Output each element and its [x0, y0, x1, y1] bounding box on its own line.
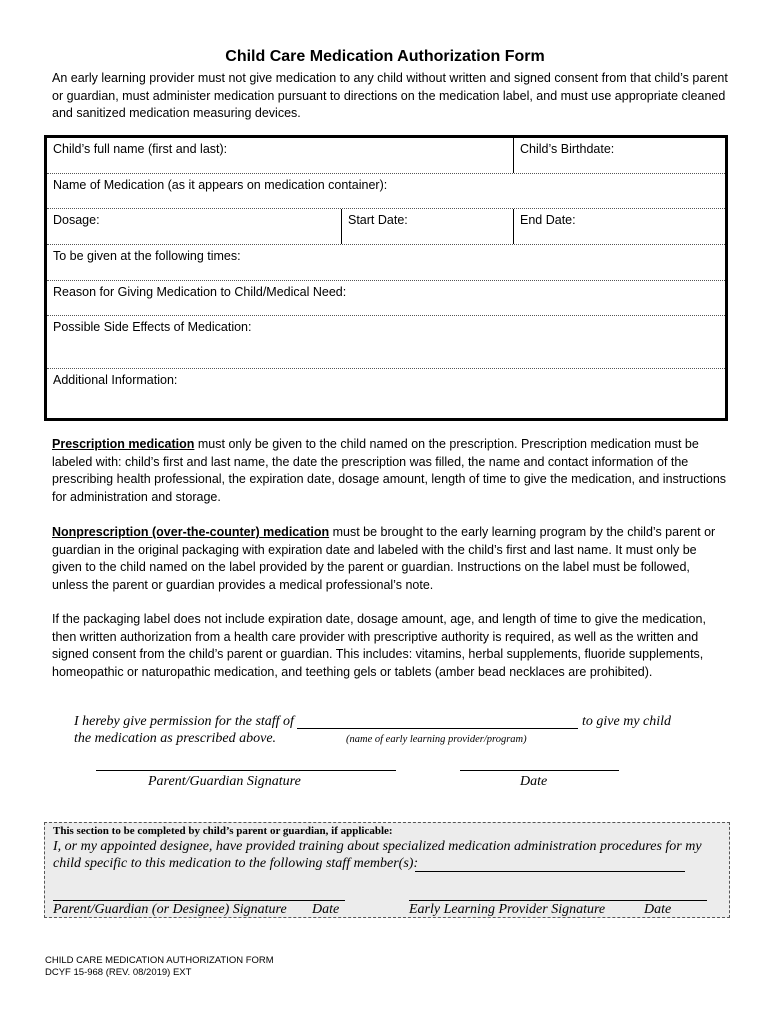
times-label: To be given at the following times:	[53, 249, 241, 263]
child-birthdate-field[interactable]	[513, 138, 725, 173]
row-additional	[47, 369, 725, 418]
designee-signature-line[interactable]	[53, 900, 345, 901]
child-name-field[interactable]	[47, 138, 513, 173]
training-heading: This section to be completed by child’s parent or guardian, if applicable:	[53, 825, 393, 837]
reason-field[interactable]	[47, 281, 725, 315]
row-times	[47, 245, 725, 281]
reason-label: Reason for Giving Medication to Child/Medical Need:	[53, 285, 347, 299]
provider-date-label: Date	[644, 902, 672, 917]
row-child	[47, 138, 725, 174]
start-date-label: Start Date:	[348, 213, 408, 227]
packaging-note: If the packaging label does not include expiration date, dosage amount, age, and length of time to give the medication, then written authorization from a health care provider with prescriptive authority is required, as well as the written and signed consent from the child’s parent or guardian. This includes: vitamins, herbal supplements, fluoride supplements, homeopathic or naturopathic medication, and teething gels or tablets (amber bead necklaces are prohibited).	[52, 612, 706, 679]
designee-signature-label: Parent/Guardian (or Designee) Signature	[53, 902, 287, 917]
nonprescription-paragraph	[52, 524, 728, 594]
times-field[interactable]	[47, 245, 725, 280]
nonprescription-heading: Nonprescription (over-the-counter) medication	[52, 525, 330, 539]
medication-info-table	[44, 135, 728, 421]
training-section	[44, 822, 730, 918]
dosage-field[interactable]	[47, 209, 341, 244]
footer-form-name: CHILD CARE MEDICATION AUTHORIZATION FORM	[45, 955, 274, 966]
staff-member-line[interactable]	[415, 871, 685, 872]
prescription-text: must only be given to the child named on the prescription. Prescription medication must be labeled with: child’s first and last name, the date the prescription was filled, the name and contact information of the prescribing health professional, the expiration date, dosage amount, length of time to give the medication, and instructions for administration and storage.	[52, 437, 727, 504]
provider-signature-line[interactable]	[409, 900, 707, 901]
dosage-label: Dosage:	[53, 213, 100, 227]
row-dosage	[47, 209, 725, 245]
medication-name-field[interactable]	[47, 174, 725, 208]
permission-text-end: to give my child	[582, 714, 672, 729]
permission-text-start: I hereby give permission for the staff of	[74, 714, 294, 729]
provider-name-note: (name of early learning provider/program)	[346, 734, 527, 745]
row-reason	[47, 281, 725, 316]
parent-signature-label: Parent/Guardian Signature	[148, 774, 301, 789]
additional-info-field[interactable]	[47, 369, 725, 418]
medication-name-label: Name of Medication (as it appears on medication container):	[53, 178, 388, 192]
side-effects-label: Possible Side Effects of Medication:	[53, 320, 252, 334]
nonprescription-text: must be brought to the early learning program by the child’s parent or guardian in the original packaging with expiration date and labeled with the child’s first and last name. It must only be given to the child named on the label provided by the parent or guardian. Instructions on the label must be followed, unless the parent or guardian provides a medical professional’s note.	[52, 525, 716, 592]
intro-text: An early learning provider must not give medication to any child without written and signed consent from that child’s parent or guardian, must administer medication pursuant to directions on the medication label, and must use appropriate cleaned and sanitized medication measuring devices.	[52, 71, 728, 120]
parent-date-label: Date	[520, 774, 548, 789]
row-medication	[47, 174, 725, 209]
child-birthdate-label: Child’s Birthdate:	[520, 142, 615, 156]
provider-signature-label: Early Learning Provider Signature	[409, 902, 606, 917]
provider-name-line[interactable]	[297, 728, 578, 729]
row-side-effects	[47, 316, 725, 369]
footer-form-number: DCYF 15-968 (REV. 08/2019) EXT	[45, 967, 192, 978]
designee-date-label: Date	[312, 902, 340, 917]
training-text: I, or my appointed designee, have provided training about specialized medication administration procedures for my child specific to this medication to the following staff member(s):	[53, 839, 702, 871]
end-date-field[interactable]	[513, 209, 725, 244]
permission-text-line2: the medication as prescribed above.	[74, 731, 277, 746]
end-date-label: End Date:	[520, 213, 576, 227]
form-footer	[45, 955, 274, 979]
parent-date-line[interactable]	[460, 770, 619, 771]
additional-info-label: Additional Information:	[53, 373, 178, 387]
parent-signature-line[interactable]	[96, 770, 396, 771]
start-date-field[interactable]	[341, 209, 513, 244]
prescription-heading: Prescription medication	[52, 437, 195, 451]
prescription-paragraph	[52, 436, 728, 506]
side-effects-field[interactable]	[47, 316, 725, 368]
form-title: Child Care Medication Authorization Form	[225, 48, 545, 65]
child-name-label: Child’s full name (first and last):	[53, 142, 228, 156]
